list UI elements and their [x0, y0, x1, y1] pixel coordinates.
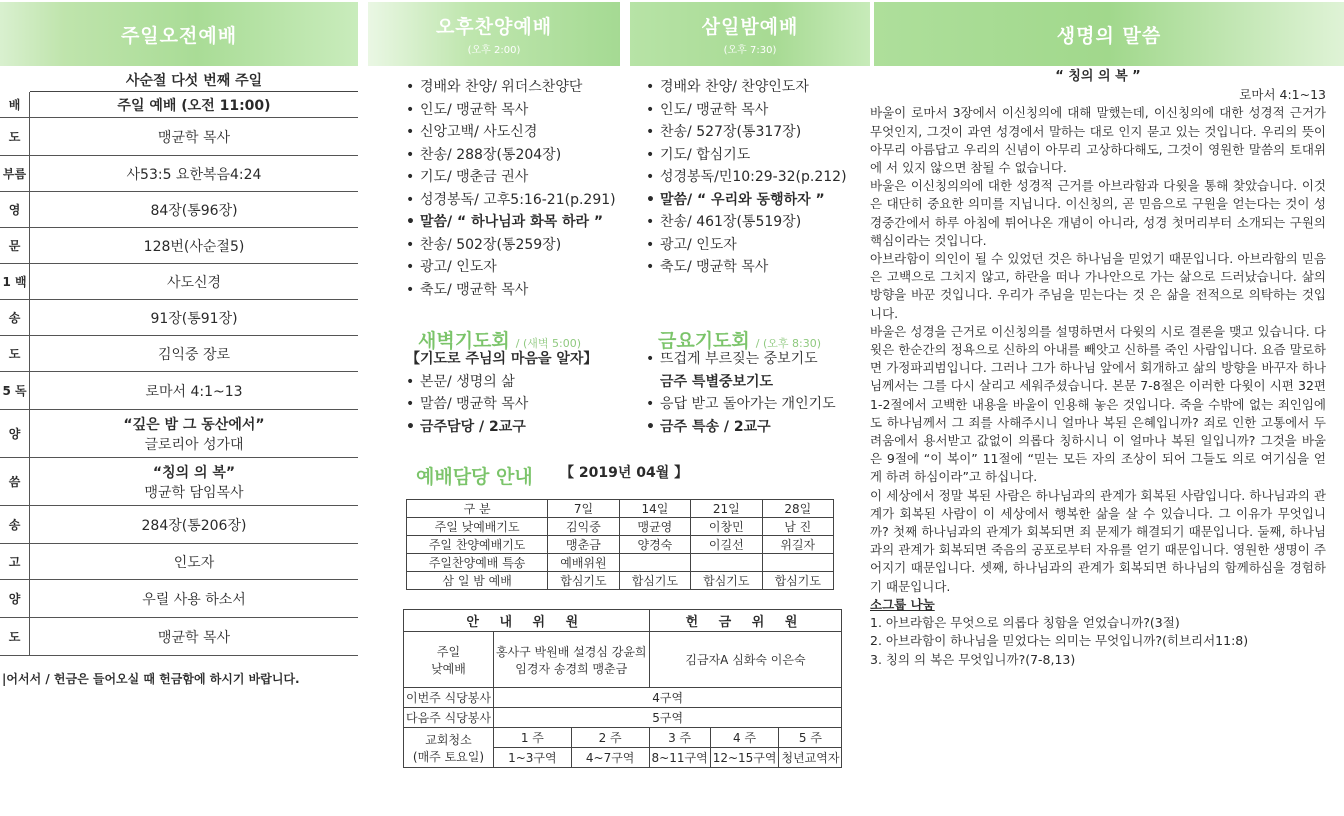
order-label: 5 독: [0, 372, 30, 409]
order-value-line: 맹균학 목사: [157, 629, 231, 646]
sermon-title: “ 칭의 의 복 ”: [1055, 69, 1141, 84]
order-label: 양: [0, 410, 30, 457]
program-item: • 신앙고백/ 사도신경: [406, 121, 616, 144]
friday-title: 금요기도회: [658, 330, 750, 352]
banner-wednesday-service: [630, 2, 870, 66]
friday-time: / (오후 8:30): [755, 337, 822, 350]
friday-item: • 뜨겁게 부르짖는 중보기도: [646, 348, 836, 371]
duty-cell: 맹균영: [619, 518, 690, 536]
order-label: 문: [0, 228, 30, 263]
order-value-line: 주일 예배 (오전 11:00): [117, 97, 271, 114]
usher-table: [403, 609, 842, 768]
clean-week: 5 주: [779, 728, 842, 748]
order-row: [0, 410, 358, 458]
order-value: [30, 336, 358, 371]
clean-group: 8~11구역: [649, 748, 710, 768]
order-value-line: 인도자: [173, 554, 215, 571]
program-item: • 인도/ 맹균학 목사: [646, 99, 847, 122]
duty-cell: 예배위원: [548, 554, 619, 572]
sermon-paragraph: 아브라함이 의인이 될 수 있었던 것은 하나님을 믿었기 때문입니다. 아브라함의 믿음은 고백으로 그치지 않고, 하란을 떠나 가나안으로 가는 삶으로 드러났습니다. 삶의 방향을 바꾼 것입니다. 우리가 주님을 믿는다는 것 은 삶을 전적으로 의탁하는 것입니다.: [870, 251, 1326, 321]
question: 3. 칭의 의 복은 무엇입니까?(7-8,13): [870, 651, 1076, 667]
order-value-line: 우릴 사용 하소서: [142, 591, 246, 608]
order-row: [0, 264, 358, 300]
order-value-line: 맹균학 목사: [157, 129, 231, 146]
cleaning-label: [404, 728, 494, 768]
dawn-item: • 말씀/ 맹균학 목사: [406, 393, 597, 416]
sermon-reference: 로마서 4:1~13: [1239, 87, 1326, 103]
order-value: [30, 92, 358, 117]
duty-cell: 합심기도: [619, 572, 690, 590]
clean-week: 2 주: [571, 728, 649, 748]
duty-cell: 합심기도: [691, 572, 762, 590]
clean-week: 1 주: [493, 728, 571, 748]
order-label: 도: [0, 118, 30, 155]
banner-title: 오후찬양예배: [435, 16, 553, 38]
duty-header-cell: 14일: [619, 500, 690, 518]
order-row: [0, 228, 358, 264]
friday-prayer-list: [646, 348, 836, 438]
banner-word-of-life: [874, 2, 1344, 66]
sermon-column: [870, 68, 1326, 669]
order-label: 도: [0, 618, 30, 655]
duty-header-cell: 21일: [691, 500, 762, 518]
order-value: [30, 228, 358, 263]
order-heading: 사순절 다섯 번째 주일: [30, 70, 358, 92]
ushers-line: 홍사구 박원배 설경심 강윤희: [495, 644, 647, 659]
order-rows: [0, 92, 358, 656]
order-value-line: 사53:5 요한복음4:24: [126, 166, 262, 183]
order-label: 도: [0, 336, 30, 371]
order-value: [30, 156, 358, 191]
dawn-item: • 본문/ 생명의 삶: [406, 371, 597, 394]
duty-table: [406, 499, 834, 590]
duty-cell: 이창민: [691, 518, 762, 536]
program-item: • 축도/ 맹균학 목사: [406, 279, 616, 302]
order-value: [30, 506, 358, 543]
order-value-line: 91장(통91장): [150, 310, 238, 327]
duty-header-cell: 28일: [762, 500, 833, 518]
dawn-prayer-list: [406, 348, 597, 438]
friday-item: • 응답 받고 돌아가는 개인기도: [646, 393, 836, 416]
afternoon-program: [406, 76, 616, 301]
program-item: • 성경봉독/ 고후5:16-21(p.291): [406, 189, 616, 212]
program-item: • 성경봉독/민10:29-32(p.212): [646, 166, 847, 189]
order-value-line: 김익중 장로: [157, 346, 231, 363]
ushers-cell: [493, 632, 649, 688]
clean-week: 3 주: [649, 728, 710, 748]
order-value: [30, 372, 358, 409]
program-item: • 광고/ 인도자: [406, 256, 616, 279]
question: 1. 아브라함은 무엇으로 의롭다 칭함을 얻었습니까?(3절): [870, 615, 1180, 631]
dawn-title: 새벽기도회: [418, 330, 510, 352]
duty-cell: 위길자: [762, 536, 833, 554]
order-row: [0, 458, 358, 506]
duty-cell: 주일 찬양예배기도: [407, 536, 548, 554]
meal-next-label: 다음주 식당봉사: [404, 708, 494, 728]
duty-cell: 합심기도: [548, 572, 619, 590]
offering-cell: 김금자A 심화숙 이은숙: [649, 632, 842, 688]
duty-cell: [619, 554, 690, 572]
order-row: [0, 92, 358, 118]
program-item: • 찬송/ 527장(통317장): [646, 121, 847, 144]
offering-notice: |어서서 / 헌금은 들어오실 때 헌금함에 하시기 바랍니다.: [2, 672, 300, 686]
order-label: 영: [0, 192, 30, 227]
order-value-line: 사도신경: [166, 274, 222, 291]
duty-cell: 맹춘금: [548, 536, 619, 554]
order-value: [30, 264, 358, 299]
program-item: • 말씀/ “ 우리와 동행하자 ”: [646, 189, 847, 212]
order-value: [30, 544, 358, 579]
order-value: [30, 300, 358, 335]
service-label-line: 주일: [436, 644, 461, 659]
order-label: 송: [0, 506, 30, 543]
duty-month: 【 2019년 04월 】: [560, 465, 689, 481]
order-value-line: 128번(사순절5): [143, 238, 245, 255]
sermon-body: [870, 104, 1326, 595]
offering-header: 헌 금 위 원: [649, 610, 842, 632]
service-label: [404, 632, 494, 688]
duty-header-cell: 7일: [548, 500, 619, 518]
order-label: 씀: [0, 458, 30, 505]
duty-cell: 이길선: [691, 536, 762, 554]
duty-cell: 합심기도: [762, 572, 833, 590]
sermon-paragraph: 바울은 성경을 근거로 이신칭의를 설명하면서 다윗의 시로 결론을 맺고 있습니다. 다윗은 한순간의 정욕으로 신하의 아내를 빼앗고 신하를 죽인 사람입니다. 요즘 말로하면 가정파괴범입니다. 그러나 그가 하나님 앞에서 회개하고 삶의 방향을 바꾸자 하나님께서는 그를 다시 살리고 세워주셨습니다. 본문 7-8절은 이러한 다윗이 시편 32편 1-2절에서 고백한 내용을 바울이 인용해 놓은 것입니다. 죽을 수밖에 없는 죄인임에도 하나님께서 그 죄를 사해주시니 얼마나 복된 은혜입니까? 죄로 인한 고통에서 두려움에서 용서받고 값없이 의롭다 칭하시니 이 얼마나 복된 일입니까? 그것을 바울은 9절에 “이 복이” 11절에 “믿는 모든 자의 조상이 되어 그들도 의로 여기심을 얻게 하려 하심이라”고 하십니다.: [870, 323, 1326, 485]
sermon-paragraph: 바울은 이신칭의의에 대한 성경적 근거를 아브라함과 다윗을 통해 찾았습니다. 이것은 대단히 중요한 의미를 지닙니다. 이신칭의, 곧 믿음으로 구원을 얻는다는 것이 성경중간에서 하루 아침에 튀어나온 개념이 아니라, 성경 첫머리부터 소개되는 구원의 핵심이라는 것입니다.: [870, 178, 1326, 248]
cleaning-label-line: (매주 토요일): [412, 749, 485, 764]
dawn-motto: 【기도로 주님의 마음을 알자】: [406, 351, 598, 367]
dawn-time: / (새벽 5:00): [515, 337, 582, 350]
order-row: [0, 192, 358, 228]
order-label: 부름: [0, 156, 30, 191]
order-label: 송: [0, 300, 30, 335]
order-value-line: 로마서 4:1~13: [145, 383, 243, 400]
order-label: 배: [0, 92, 30, 117]
duty-cell: [762, 554, 833, 572]
friday-item: 금주 특별중보기도: [660, 373, 774, 390]
program-item: • 찬송/ 461장(통519장): [646, 211, 847, 234]
duty-cell: 삼 일 밤 예배: [407, 572, 548, 590]
order-value: [30, 192, 358, 227]
cleaning-label-line: 교회청소: [425, 732, 472, 747]
program-item: • 경배와 찬양/ 위더스찬양단: [406, 76, 616, 99]
banner-title: 주일오전예배: [120, 24, 238, 47]
order-value-line: 맹균학 담임목사: [144, 484, 244, 501]
clean-group: 청년교역자: [779, 748, 842, 768]
banner-title: 삼일밤예배: [701, 16, 799, 38]
meal-this-value: 4구역: [493, 688, 841, 708]
duty-cell: 주일찬양예배 특송: [407, 554, 548, 572]
order-row: [0, 300, 358, 336]
order-value: [30, 410, 358, 457]
usher-header: 안 내 위 원: [404, 610, 650, 632]
order-row: [0, 118, 358, 156]
duty-cell: 양경숙: [619, 536, 690, 554]
program-item: • 찬송/ 288장(통204장): [406, 144, 616, 167]
order-value: [30, 118, 358, 155]
duty-cell: 주일 낮예배기도: [407, 518, 548, 536]
clean-group: 12~15구역: [710, 748, 779, 768]
program-item: • 기도/ 합심기도: [646, 144, 847, 167]
sermon-paragraph: 바울이 로마서 3장에서 이신칭의에 대해 말했는데, 이신칭의에 대한 성경적 근거가 무엇인지, 그것이 과연 성경에서 말하는 대로 인지 묻고 있는 것입니다. 우리의 뜻이 아무리 아름답고 우리의 신념이 아무리 고상하다해도, 그것이 영원한 말씀의 토대위에 서 있지 않으면 참될 수 없습니다.: [870, 105, 1326, 176]
program-item: • 인도/ 맹균학 목사: [406, 99, 616, 122]
order-value-line: 84장(통96장): [150, 202, 238, 219]
order-row: [0, 372, 358, 410]
question: 2. 아브라함이 하나님을 믿었다는 의미는 무엇입니까?(히브리서11:8): [870, 633, 1249, 649]
program-item: • 찬송/ 502장(통259장): [406, 234, 616, 257]
order-value-line: 284장(통206장): [141, 517, 247, 534]
clean-group: 4~7구역: [571, 748, 649, 768]
duty-cell: 김익중: [548, 518, 619, 536]
program-item: • 광고/ 인도자: [646, 234, 847, 257]
banner-morning-service: [0, 2, 358, 66]
order-label: 1 백: [0, 264, 30, 299]
banner-title: 생명의 말씀: [1056, 24, 1162, 47]
program-item: • 기도/ 맹춘금 권사: [406, 166, 616, 189]
banner-time: (오후 2:00): [467, 45, 521, 56]
duty-header-cell: 구 분: [407, 500, 548, 518]
program-item: • 말씀/ “ 하나님과 화목 하라 ”: [406, 211, 616, 234]
duty-cell: [691, 554, 762, 572]
friday-item: • 금주 특송 / 2교구: [646, 416, 836, 439]
order-value-line: “깊은 밤 그 동산에서”: [123, 416, 265, 433]
sermon-paragraph: 이 세상에서 정말 복된 사람은 하나님과의 관계가 회복된 사람입니다. 하나님과의 관계가 회복된 사람이 이 세상에서 행복한 삶을 살 수 있습니다. 그 이유가 무엇입니까? 첫째 하나님과의 관계가 회복되면 죄 문제가 해결되기 때문입니다. 둘째, 하나님과의 관계가 회복되면 죽음의 공포로부터 자유를 얻기 때문입니다. 영원한 생명이 주어지기 때문입니다. 셋째, 하나님과의 관계가 회복되면 하나님의 함께하심을 경험하기 때문입니다.: [870, 487, 1326, 594]
program-item: • 축도/ 맹균학 목사: [646, 256, 847, 279]
meal-next-value: 5구역: [493, 708, 841, 728]
order-value: [30, 580, 358, 617]
order-row: [0, 580, 358, 618]
order-label: 고: [0, 544, 30, 579]
order-row: [0, 336, 358, 372]
order-row: [0, 156, 358, 192]
wednesday-program: [646, 76, 847, 279]
duty-cell: 남 진: [762, 518, 833, 536]
order-row: [0, 544, 358, 580]
clean-group: 1~3구역: [493, 748, 571, 768]
service-label-line: 낮예배: [431, 661, 466, 676]
order-value: [30, 458, 358, 505]
clean-week: 4 주: [710, 728, 779, 748]
order-row: [0, 506, 358, 544]
banner-afternoon-service: [368, 2, 620, 66]
dawn-item: • 금주담당 / 2교구: [406, 416, 597, 439]
order-value-line: 글로리아 성가대: [144, 436, 244, 453]
order-row: [0, 618, 358, 656]
order-label: 양: [0, 580, 30, 617]
ushers-line: 임경자 송경희 맹춘금: [515, 661, 628, 676]
order-of-worship: [0, 70, 358, 687]
small-group-heading: 소그룹 나눔: [870, 596, 935, 612]
order-value: [30, 618, 358, 655]
order-value-line: “칭의 의 복”: [152, 464, 236, 481]
duty-heading: 예배담당 안내: [416, 466, 533, 488]
banner-time: (오후 7:30): [723, 45, 777, 56]
program-item: • 경배와 찬양/ 찬양인도자: [646, 76, 847, 99]
meal-this-label: 이번주 식당봉사: [404, 688, 494, 708]
